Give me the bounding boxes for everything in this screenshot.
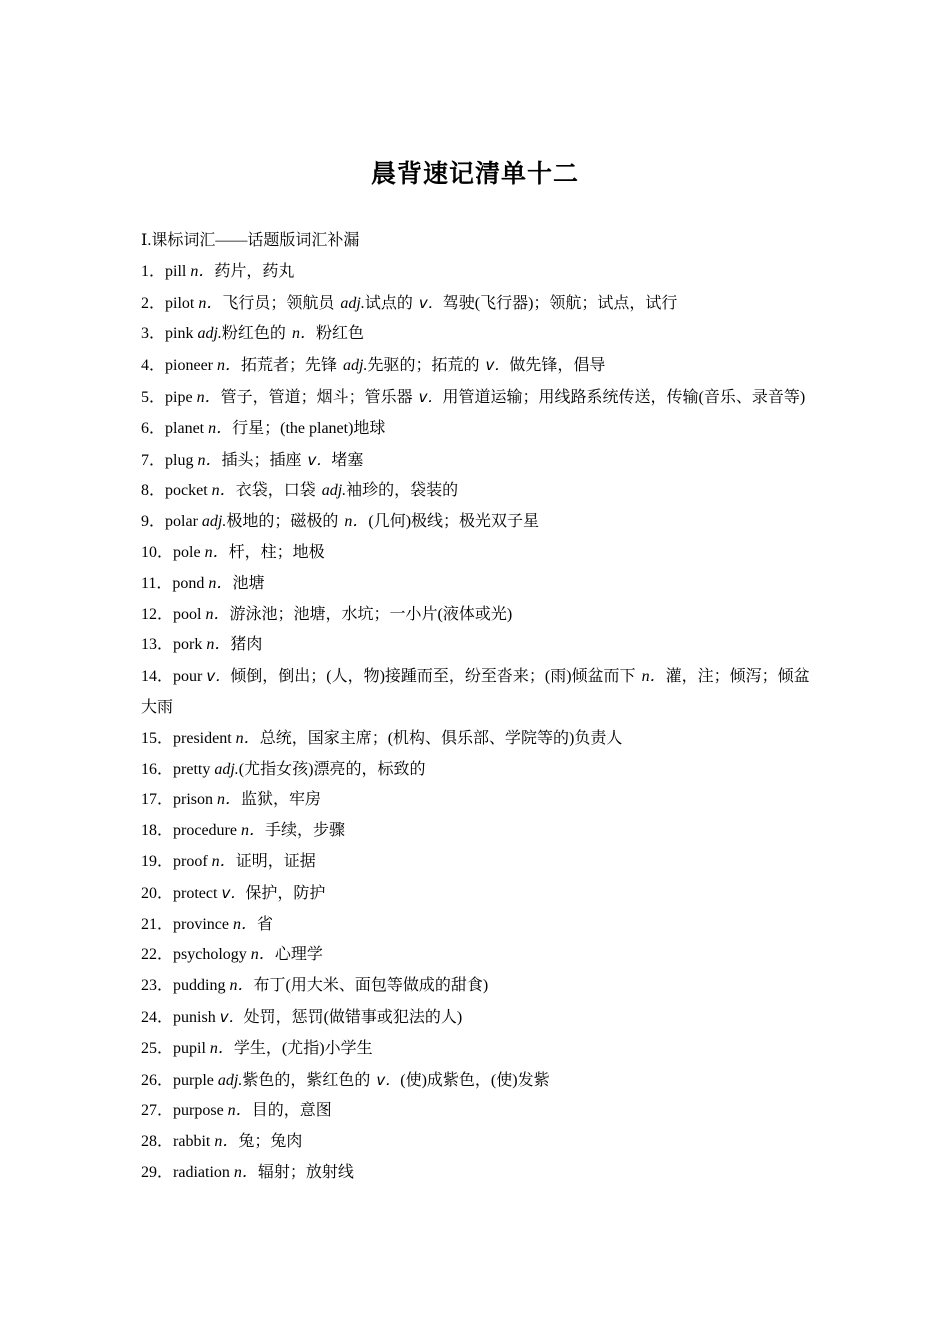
definition: 用管道运输；用线路系统传送，传输(音乐、录音等): [442, 388, 806, 406]
part-of-speech: v．: [418, 293, 443, 312]
entry-number: 22．: [141, 946, 174, 964]
entry-number: 18．: [141, 822, 174, 840]
vocab-entry: [141, 910, 821, 941]
vocab-entry: [141, 1065, 821, 1097]
part-of-speech: n．: [206, 636, 231, 654]
definition: 池塘: [232, 574, 265, 592]
definition: 管子，管道；烟斗；管乐器: [220, 388, 413, 406]
entry-word: pond: [172, 574, 205, 592]
definition: 辐射；放射线: [257, 1163, 354, 1181]
entry-number: 23．: [141, 977, 174, 995]
entry-word: pupil: [173, 1039, 206, 1057]
vocab-entry: [141, 600, 821, 631]
entry-number: 13．: [141, 636, 174, 654]
definition: 保护，防护: [245, 884, 326, 902]
part-of-speech: adj.: [321, 482, 347, 500]
definition: 处罚，惩罚(做错事或犯法的人): [243, 1008, 463, 1026]
vocab-entry: [141, 1002, 821, 1034]
vocab-entry: [141, 785, 821, 816]
entry-word: pioneer: [165, 357, 213, 375]
entry-word: province: [173, 915, 229, 933]
definition: 插头；插座: [221, 451, 302, 469]
vocab-entry: [141, 414, 821, 445]
definition: 目的，意图: [251, 1102, 332, 1120]
definition: 行星；(the planet)地球: [232, 419, 386, 437]
entries-container: [141, 257, 821, 1189]
entry-number: 24．: [141, 1008, 174, 1026]
part-of-speech: n．: [205, 605, 230, 623]
vocab-entry: [141, 445, 821, 477]
entry-word: plug: [165, 451, 194, 469]
part-of-speech: n．: [190, 262, 215, 280]
part-of-speech: n．: [209, 1039, 234, 1057]
part-of-speech: n．: [233, 915, 258, 933]
part-of-speech: n．: [198, 294, 223, 312]
part-of-speech: adj.: [201, 513, 227, 531]
entry-word: pilot: [165, 294, 195, 312]
part-of-speech: v．: [206, 667, 231, 686]
entry-word: pretty: [173, 760, 211, 778]
entry-word: purpose: [173, 1102, 224, 1120]
part-of-speech: n．: [235, 729, 260, 747]
definition: 灌，注；倾泻；倾盆大雨: [141, 668, 810, 716]
vocab-entry: [141, 755, 821, 786]
entry-number: 26．: [141, 1071, 174, 1089]
entry-number: 27．: [141, 1102, 174, 1120]
definition: 学生，(尤指)小学生: [233, 1039, 373, 1057]
vocab-entry: [141, 971, 821, 1002]
vocab-entry: [141, 724, 821, 755]
entry-number: 11．: [141, 574, 173, 592]
entry-word: pudding: [173, 977, 226, 995]
part-of-speech: n．: [344, 513, 369, 531]
part-of-speech: n．: [227, 1102, 252, 1120]
entry-word: president: [173, 729, 232, 747]
entry-word: procedure: [173, 822, 237, 840]
entry-word: pipe: [165, 388, 193, 406]
vocab-entry: [141, 630, 821, 661]
entry-number: 9．: [141, 513, 166, 531]
vocab-entry: [141, 1158, 821, 1189]
entry-word: pink: [165, 325, 194, 343]
vocab-entry: [141, 940, 821, 971]
definition: (使)成紫色，(使)发紫: [400, 1071, 550, 1089]
definition: 总统，国家主席；(机构、俱乐部、学院等的)负责人: [259, 729, 623, 747]
vocabulary-list: [141, 226, 821, 1189]
part-of-speech: v．: [376, 1070, 401, 1089]
definition: 极地的；磁极的: [226, 513, 339, 531]
definition: 游泳池；池塘，水坑；一小片(液体或光): [229, 605, 513, 623]
entry-number: 10．: [141, 543, 174, 561]
vocab-entry: [141, 350, 821, 382]
entry-number: 25．: [141, 1039, 174, 1057]
entry-number: 20．: [141, 884, 174, 902]
definition: 手续，步骤: [265, 822, 346, 840]
definition: 袖珍的，袋装的: [346, 482, 459, 500]
part-of-speech: adj.: [197, 325, 222, 343]
definition: 杆，柱；地极: [228, 543, 325, 561]
entry-word: protect: [173, 884, 218, 902]
entry-word: punish: [173, 1008, 216, 1026]
definition: 先驱的；拓荒的: [367, 357, 480, 375]
part-of-speech: adj.: [340, 294, 365, 312]
entry-number: 4．: [141, 357, 166, 375]
vocab-entry: [141, 661, 821, 724]
entry-number: 19．: [141, 852, 174, 870]
definition: 驾驶(飞行器)；领航；试点，试行: [442, 294, 678, 312]
definition: 拓荒者；先锋: [241, 357, 338, 375]
entry-number: 29．: [141, 1163, 174, 1181]
definition: 飞行员；领航员: [222, 294, 335, 312]
part-of-speech: adj.: [214, 760, 239, 778]
vocab-entry: [141, 878, 821, 910]
vocab-entry: [141, 1096, 821, 1127]
definition: 堵塞: [331, 451, 364, 469]
entry-number: 15．: [141, 729, 174, 747]
entry-number: 2．: [141, 294, 166, 312]
definition: 做先锋，倡导: [509, 357, 606, 375]
entry-number: 14．: [141, 668, 174, 686]
entry-word: pole: [173, 543, 201, 561]
definition: 紫色的，紫红色的: [242, 1071, 371, 1089]
definition: 布丁(用大米、面包等做成的甜食): [253, 977, 489, 995]
definition: 证明，证据: [235, 852, 316, 870]
part-of-speech: n．: [204, 543, 229, 561]
entry-number: 21．: [141, 915, 174, 933]
entry-word: prison: [173, 791, 214, 809]
entry-number: 5．: [141, 388, 166, 406]
vocab-entry: [141, 476, 821, 507]
vocab-entry: [141, 816, 821, 847]
part-of-speech: n．: [208, 574, 233, 592]
definition: 衣袋，口袋: [235, 482, 316, 500]
entry-number: 1．: [141, 262, 166, 280]
definition: 监狱，牢房: [241, 791, 322, 809]
part-of-speech: n．: [217, 357, 242, 375]
definition: 药片，药丸: [214, 262, 295, 280]
vocab-entry: [141, 319, 821, 350]
entry-word: pool: [173, 605, 202, 623]
vocab-entry: [141, 507, 821, 538]
entry-word: polar: [165, 513, 198, 531]
entry-number: 28．: [141, 1133, 174, 1151]
definition: (几何)极线；极光双子星: [368, 513, 540, 531]
part-of-speech: v．: [307, 450, 332, 469]
definition: 省: [257, 915, 274, 933]
part-of-speech: n．: [208, 419, 233, 437]
part-of-speech: adj.: [343, 357, 368, 375]
entry-number: 8．: [141, 482, 166, 500]
entry-number: 3．: [141, 325, 166, 343]
vocab-entry: [141, 847, 821, 878]
part-of-speech: n．: [214, 1133, 239, 1151]
definition: 倾倒，倒出；(人，物)接踵而至，纷至沓来；(雨)倾盆而下: [230, 668, 636, 686]
entry-number: 12．: [141, 605, 174, 623]
entry-word: purple: [173, 1071, 214, 1089]
section-title: Ⅰ.课标词汇——话题版词汇补漏: [141, 232, 360, 249]
entry-word: radiation: [173, 1163, 230, 1181]
definition: (尤指女孩)漂亮的，标致的: [238, 760, 426, 778]
entry-word: pour: [173, 668, 203, 686]
definition: 粉红色的: [221, 325, 286, 343]
definition: 粉红色: [315, 325, 364, 343]
entry-word: planet: [165, 419, 205, 437]
part-of-speech: n．: [217, 791, 242, 809]
definition: 试点的: [364, 294, 413, 312]
definition: 兔；兔肉: [238, 1133, 303, 1151]
part-of-speech: n．: [229, 977, 254, 995]
vocab-entry: [141, 538, 821, 569]
entry-number: 6．: [141, 419, 166, 437]
vocab-entry: [141, 569, 821, 600]
part-of-speech: n．: [211, 852, 236, 870]
vocab-entry: [141, 382, 821, 414]
definition: 心理学: [274, 946, 323, 964]
vocab-entry: [141, 1034, 821, 1065]
part-of-speech: n．: [250, 946, 275, 964]
entry-word: pork: [173, 636, 203, 654]
entry-word: pill: [165, 262, 187, 280]
page-title: 晨背速记清单十二: [370, 159, 579, 188]
part-of-speech: n．: [291, 325, 316, 343]
part-of-speech: v．: [485, 356, 510, 375]
entry-word: rabbit: [173, 1133, 211, 1151]
part-of-speech: n．: [641, 668, 666, 686]
part-of-speech: v．: [219, 1007, 244, 1026]
vocab-entry: [141, 257, 821, 288]
vocab-entry: [141, 1127, 821, 1158]
part-of-speech: adj.: [217, 1071, 243, 1089]
part-of-speech: n．: [211, 482, 236, 500]
entry-word: psychology: [173, 946, 247, 964]
definition: 猪肉: [230, 636, 263, 654]
part-of-speech: n．: [196, 388, 221, 406]
part-of-speech: n．: [197, 451, 222, 469]
part-of-speech: v．: [221, 883, 246, 902]
entry-number: 7．: [141, 451, 166, 469]
vocab-entry: [141, 288, 821, 320]
part-of-speech: n．: [233, 1163, 258, 1181]
entry-word: proof: [173, 852, 208, 870]
entry-word: pocket: [165, 482, 208, 500]
entry-number: 17．: [141, 791, 174, 809]
part-of-speech: n．: [240, 822, 265, 840]
part-of-speech: v．: [418, 387, 443, 406]
entry-number: 16．: [141, 760, 174, 778]
